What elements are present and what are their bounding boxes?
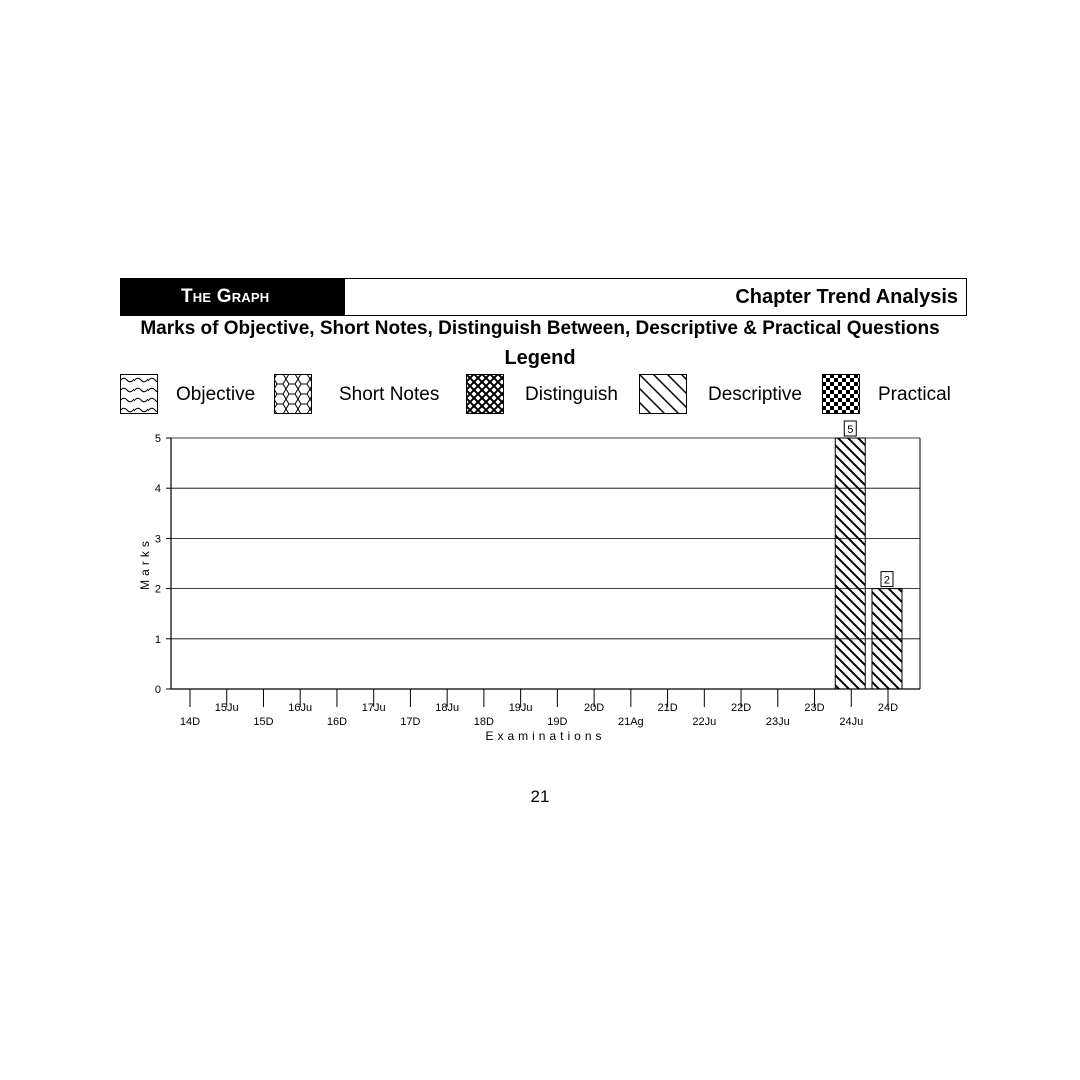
y-tick-label: 2 <box>154 583 161 596</box>
x-tick-label: 19D <box>547 716 568 728</box>
legend-title: Legend <box>504 347 576 369</box>
y-tick-label: 0 <box>154 684 161 696</box>
legend-label-short-notes: Short Notes <box>339 384 440 405</box>
x-tick-label: 24D <box>877 702 899 714</box>
y-tick-label: 3 <box>154 533 161 546</box>
x-tick-label: 17Ju <box>361 702 386 714</box>
data-label: 5 <box>847 424 854 436</box>
x-tick-label: 23Ju <box>765 716 790 728</box>
short-notes-pattern-swatch <box>274 374 312 414</box>
legend-label-descriptive: Descriptive <box>708 384 802 405</box>
chapter-header-bar <box>120 278 967 316</box>
chapter-title: Chapter Trend Analysis <box>735 285 958 308</box>
x-tick-label: 18D <box>473 716 494 728</box>
practical-pattern-swatch <box>822 374 860 414</box>
x-tick-label: 14D <box>179 716 201 728</box>
chart-subtitle: Marks of Objective, Short Notes, Distinguish Between, Descriptive & Practical Questions <box>140 318 940 339</box>
x-tick-label: 22Ju <box>692 716 717 728</box>
marks-bar-chart <box>0 420 1080 750</box>
y-tick-label: 4 <box>154 483 161 496</box>
y-axis-label: Marks <box>138 537 152 590</box>
objective-pattern-swatch <box>120 374 158 414</box>
x-tick-label: 18Ju <box>435 702 460 714</box>
x-tick-label: 19Ju <box>508 702 533 714</box>
y-tick-label: 1 <box>154 633 161 646</box>
section-label: The Graph <box>121 279 345 315</box>
legend <box>0 374 1080 416</box>
x-tick-label: 20D <box>584 702 605 714</box>
legend-label-practical: Practical <box>878 384 951 405</box>
distinguish-pattern-swatch <box>466 374 504 414</box>
x-tick-label: 15Ju <box>214 702 239 714</box>
x-tick-label: 16D <box>326 716 348 728</box>
legend-label-objective: Objective <box>176 384 256 405</box>
x-axis-label: Examinations <box>485 729 606 743</box>
x-tick-label: 21D <box>657 702 678 714</box>
x-tick-label: 21Ag <box>617 716 644 728</box>
x-tick-label: 16Ju <box>288 702 313 714</box>
legend-label-distinguish: Distinguish <box>525 384 618 405</box>
descriptive-pattern-swatch <box>639 374 687 414</box>
x-tick-label: 24Ju <box>839 716 864 728</box>
page-number: 21 <box>530 787 550 806</box>
bar-descriptive <box>835 438 865 689</box>
data-label: 2 <box>883 574 891 587</box>
x-tick-label: 22D <box>730 702 752 714</box>
x-tick-label: 23D <box>804 702 825 714</box>
bar-descriptive <box>872 589 902 689</box>
x-tick-label: 17D <box>400 716 421 728</box>
y-tick-label: 5 <box>154 433 161 445</box>
x-tick-label: 15D <box>253 716 274 728</box>
